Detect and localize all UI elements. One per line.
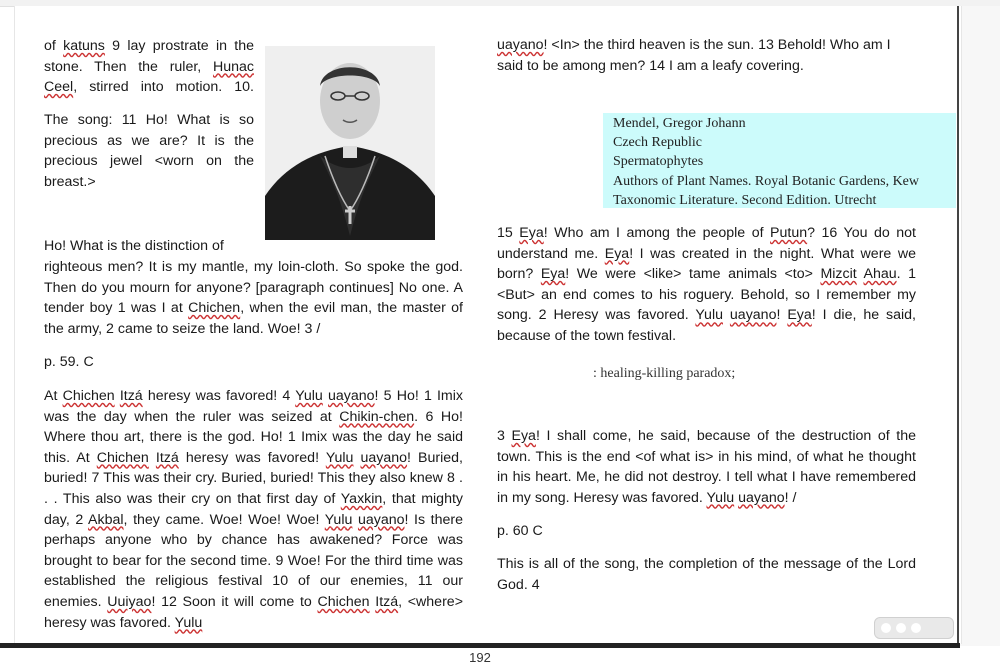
note-line: Spermatophytes	[613, 154, 704, 170]
left-page-ref: p. 59. C	[44, 354, 94, 370]
note-line: Taxonomic Literature. Second Edition. Utrecht	[613, 192, 877, 208]
left-paragraph-2: The song: 11 Ho! What is so precious as we are? It is the precious jewel <worn on the breast.>	[44, 112, 254, 190]
dot-icon	[911, 623, 921, 633]
left-paragraph-5: At Chichen Itzá heresy was favored! 4 Yulu uayano! 5 Ho! 1 Imix was the day when the ruler was seized at Chikin-chen. 6 Ho! Where thou art, there is the god. Ho! 1 Imix was the day he said this. At Chichen Itzá heresy was favored! Yulu uayano! Buried, buried! 7 This was their cry. Buried, buried! This they also knew 8 . . . This also was their cry on that first day of Yaxkin, that mighty day, 2 Akbal, they came. Woe! Woe! Woe! Yulu uayano! Is there perhaps anyone who by chance has awakened? Force was brought to bear for the second time. 9 Woe! For the third time was established the religious festival 10 of our enemies, 11 our enemies. Uuiyao! 12 Soon it will come to Chichen Itzá, <where> heresy was favored. Yulu	[44, 388, 464, 631]
left-paragraph-3: righteous men? It is my mantle, my loin-cloth. So spoke the god. Then do you mourn for anyone? [paragraph continues] No one. A tender boy 1 was I at Chichen, when the evil man, the master of the army, 2 came to seize the land. Woe! 3 /	[44, 259, 463, 337]
right-paragraph-3: 3 Eya! I shall come, he said, because of the destruction of the town. This is the end <of what is> in his mind, of what he thought in his heart. Me, he did not destroy. I tell what I have remembered in my song. Heresy was favored. Yulu uayano! /	[497, 428, 916, 506]
dot-icon	[896, 623, 906, 633]
portrait-image	[265, 46, 435, 240]
right-paragraph-1: uayano! <In> the third heaven is the sun. 13 Behold! Who am I said to be among men? 14 I am a leafy covering.	[497, 37, 891, 74]
paradox-note: : healing-killing paradox;	[593, 366, 736, 381]
right-paragraph-5: This is all of the song, the completion of the message of the Lord God. 4	[497, 556, 916, 593]
page-options-button[interactable]	[874, 617, 954, 639]
page-edge-line	[957, 6, 959, 644]
right-paragraph-2: 15 Eya! Who am I among the people of Putun? 16 You do not understand me. Eya! I was created in the night. What were we born? Eya! We were <like> tame animals <to> Mizcit Ahau. 1 <But> an end comes to his roguery. Behold, so I remember my song. 2 Heresy was favored. Yulu uayano! Eya! I die, he said, because of the town festival.	[497, 225, 916, 344]
bottom-bar	[0, 643, 960, 648]
left-paragraph-1: of katuns 9 lay prostrate in the stone. Then the ruler, Hunac Ceel, stirred into motion. 10.	[44, 38, 254, 96]
dot-icon	[881, 623, 891, 633]
annotation-note	[603, 113, 956, 208]
note-line: Authors of Plant Names. Royal Botanic Gardens, Kew	[613, 173, 919, 189]
right-margin	[960, 6, 1000, 646]
left-paragraph-3a: Ho! What is the distinction of	[44, 238, 224, 254]
right-page-ref: p. 60 C	[497, 523, 543, 539]
note-line: Czech Republic	[613, 135, 703, 151]
portrait-illustration	[265, 46, 435, 240]
note-line: Mendel, Gregor Johann	[613, 116, 746, 131]
page-number: 192	[469, 650, 491, 665]
